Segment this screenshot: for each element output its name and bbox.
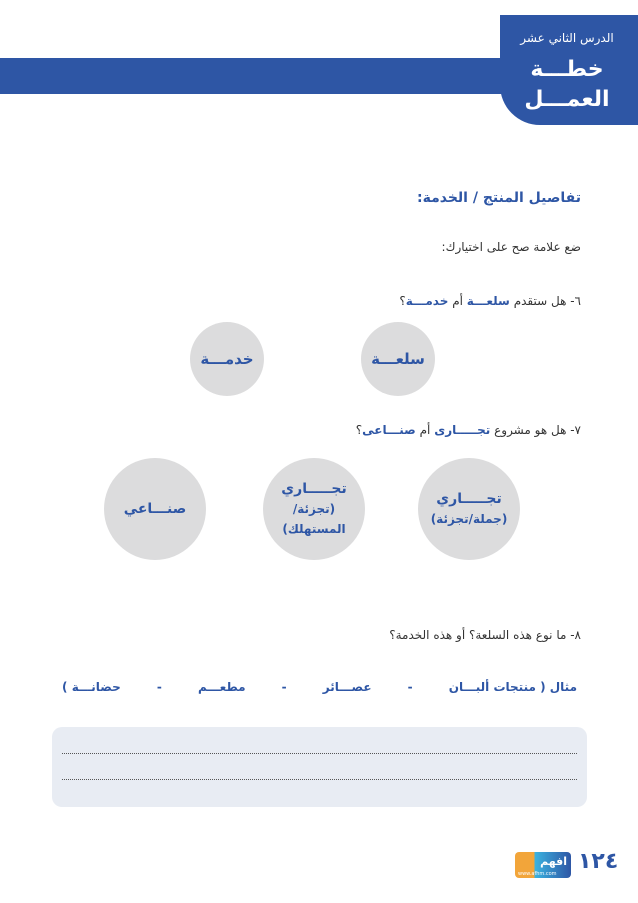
example-label: مثال ( منتجات ألبـــان — [448, 680, 577, 694]
option-commercial-retail-sub2: المستهلك) — [282, 522, 346, 536]
example-item: مطعـــم — [197, 680, 246, 694]
example-item: حضانـــة ) — [62, 680, 121, 694]
answer-line-2[interactable] — [62, 779, 577, 780]
answer-box[interactable] — [52, 727, 587, 807]
lesson-header-box — [500, 15, 638, 125]
option-commercial-wholesale-circle[interactable] — [418, 458, 520, 560]
example-item: عصـــائر — [322, 680, 372, 694]
option-industrial-label: صنـــاعي — [123, 501, 187, 517]
q7-prefix: ٧- هل هو مشروع — [494, 423, 581, 437]
lesson-title — [502, 55, 632, 115]
question-6 — [399, 294, 581, 308]
lesson-title-line2: العمـــل — [524, 87, 610, 112]
q6-middle: أم — [452, 294, 463, 308]
question-7 — [356, 423, 581, 437]
section-title: تفاصيل المنتج / الخدمة: — [416, 190, 581, 206]
question-8: ٨- ما نوع هذه السلعة؟ أو هذه الخدمة؟ — [389, 628, 581, 642]
page-number: ١٢٤ — [578, 849, 619, 874]
example-separator: - — [156, 680, 162, 694]
lesson-title-line1: خطـــة — [530, 57, 604, 82]
option-commercial-wholesale-title: تجـــــاري — [436, 491, 502, 507]
example-separator: - — [281, 680, 287, 694]
option-commercial-retail-sub1: (تجزئة/ — [292, 502, 336, 516]
answer-line-1[interactable] — [62, 753, 577, 754]
option-commercial-retail-title: تجـــــاري — [281, 481, 347, 497]
option-goods-label: سلعـــة — [371, 350, 425, 368]
example-separator: - — [407, 680, 413, 694]
examples-row — [62, 677, 577, 697]
logo-subtext: www.afhm.com — [518, 871, 557, 877]
lesson-number: الدرس الثاني عشر — [520, 31, 614, 45]
q6-prefix: ٦- هل ستقدم — [513, 294, 581, 308]
publisher-logo — [515, 852, 571, 878]
q6-word2: خدمـــة — [405, 294, 449, 308]
option-commercial-retail-circle[interactable] — [263, 458, 365, 560]
option-service-label: خدمـــة — [200, 350, 254, 368]
logo-text: افهم — [540, 855, 567, 868]
option-industrial-circle[interactable] — [104, 458, 206, 560]
q6-word1: سلعـــة — [466, 294, 510, 308]
q7-suffix: ؟ — [355, 423, 363, 437]
q7-word1: تجـــــارى — [434, 423, 491, 437]
instruction-text: ضع علامة صح على اختيارك: — [441, 240, 581, 254]
option-goods-circle[interactable] — [361, 322, 435, 396]
q7-word2: صنـــاعى — [362, 423, 416, 437]
q6-suffix: ؟ — [399, 294, 406, 308]
option-commercial-wholesale-sub: (جملة/تجزئة) — [430, 512, 508, 526]
option-service-circle[interactable] — [190, 322, 264, 396]
q7-middle: أم — [419, 423, 431, 437]
